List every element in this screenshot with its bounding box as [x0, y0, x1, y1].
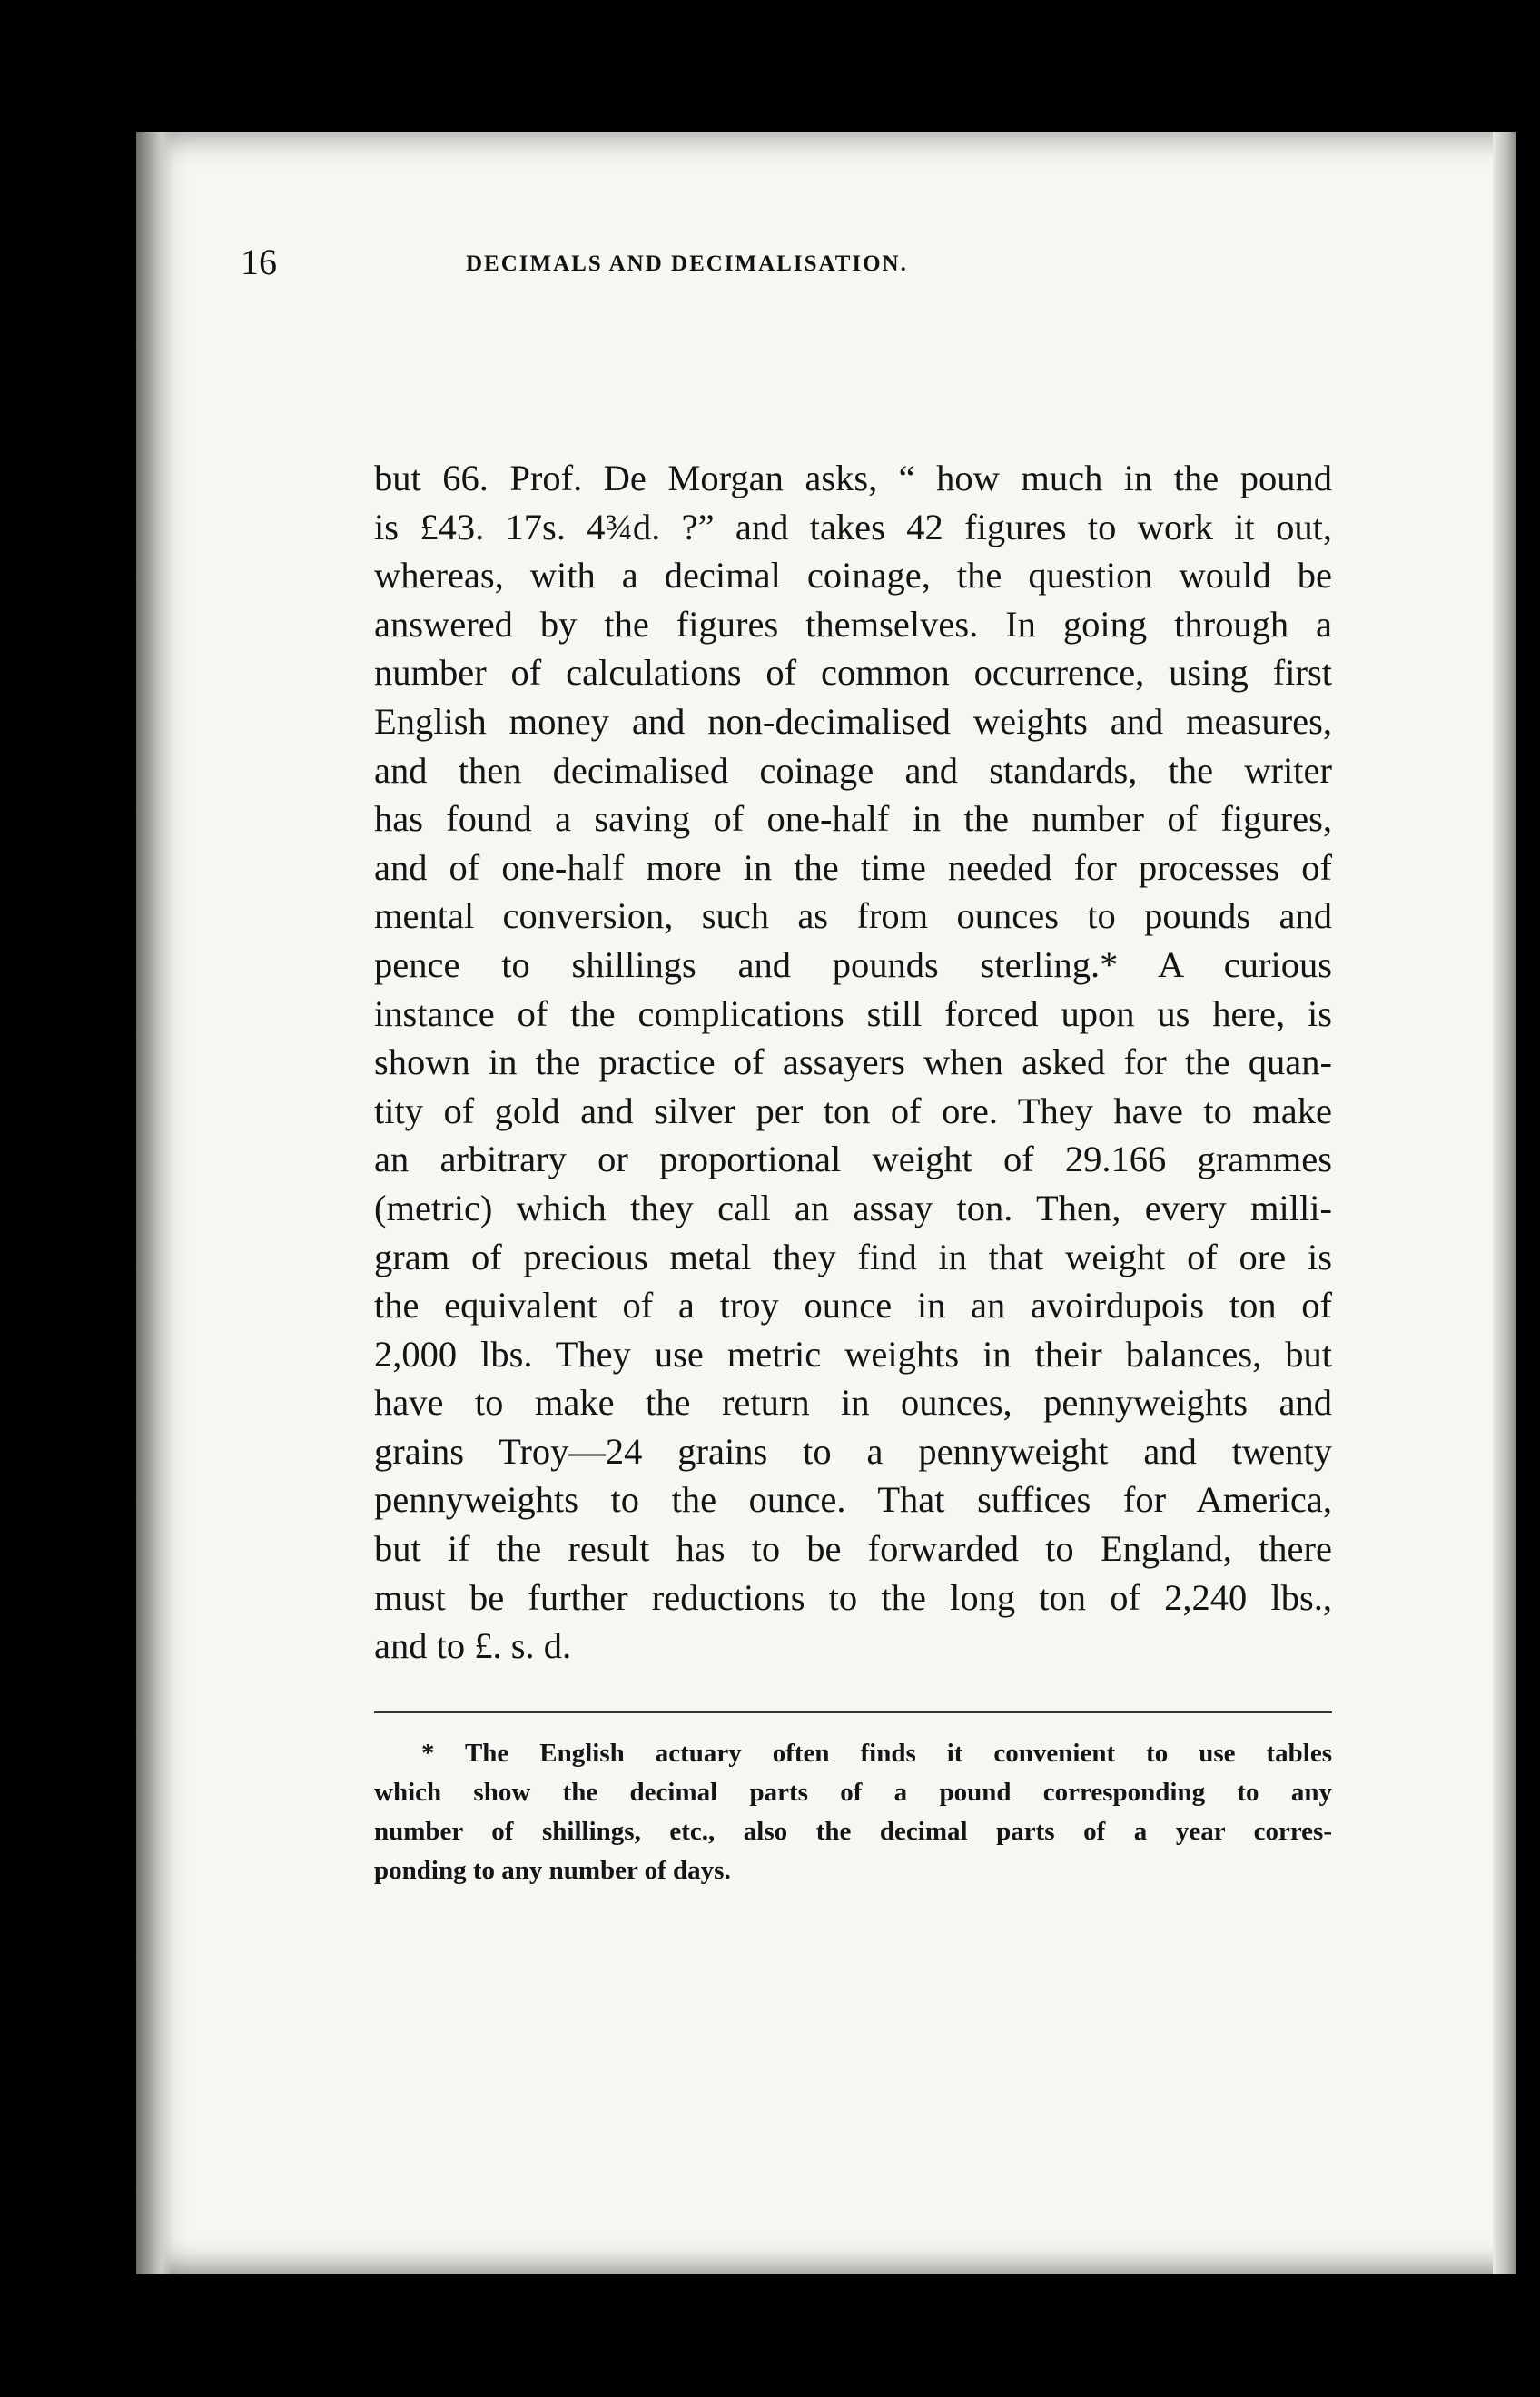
body-line: mental conversion, such as from ounces to pounds and — [374, 895, 1332, 937]
body-line: an arbitrary or proportional weight of 29.166 grammes — [374, 1139, 1332, 1180]
body-line: must be further reductions to the long ton of 2,240 lbs., — [374, 1576, 1332, 1618]
footnote-line: number of shillings, etc., also the decimal parts of a year corres- — [374, 1817, 1332, 1846]
gutter-shadow — [136, 132, 173, 2274]
body-line: and of one-half more in the time needed for processes of — [374, 846, 1332, 888]
body-line: tity of gold and silver per ton of ore. They have to make — [374, 1090, 1332, 1131]
body-text — [374, 454, 1332, 1671]
body-line: number of calculations of common occurrence, using first — [374, 652, 1332, 694]
page-number: 16 — [241, 242, 277, 282]
page-edge — [1493, 132, 1516, 2274]
footnote-line: * The English actuary often finds it convenient to use tables — [421, 1739, 1332, 1768]
body-line: whereas, with a decimal coinage, the question would be — [374, 555, 1332, 597]
body-line: but if the result has to be forwarded to England, there — [374, 1528, 1332, 1570]
body-line: instance of the complications still forced upon us here, is — [374, 992, 1332, 1034]
body-line: 2,000 lbs. They use metric weights in their balances, but — [374, 1333, 1332, 1375]
running-title: DECIMALS AND DECIMALISATION. — [466, 252, 908, 276]
body-line: grains Troy—24 grains to a pennyweight and twenty — [374, 1430, 1332, 1472]
footnote-line: which show the decimal parts of a pound corresponding to any — [374, 1778, 1332, 1807]
body-line: shown in the practice of assayers when asked for the quan- — [374, 1041, 1332, 1083]
body-line: pennyweights to the ounce. That suffices for America, — [374, 1479, 1332, 1521]
body-line: and to £. s. d. — [374, 1625, 572, 1667]
body-line: (metric) which they call an assay ton. Then, every milli- — [374, 1187, 1332, 1228]
body-line: and then decimalised coinage and standards, the writer — [374, 749, 1332, 791]
body-line: have to make the return in ounces, pennyweights and — [374, 1382, 1332, 1424]
body-line: but 66. Prof. De Morgan asks, “ how much in the pound — [374, 458, 1332, 498]
body-line: is £43. 17s. 4¾d. ?” and takes 42 figures to work it out, — [374, 506, 1332, 547]
footnote-rule — [374, 1711, 1332, 1713]
body-line: the equivalent of a troy ounce in an avoirdupois ton of — [374, 1285, 1332, 1327]
body-line: gram of precious metal they find in that weight of ore is — [374, 1236, 1332, 1277]
footnote-line: ponding to any number of days. — [374, 1856, 731, 1885]
body-line: pence to shillings and pounds sterling.* A curious — [374, 943, 1332, 985]
body-line: answered by the figures themselves. In going through a — [374, 603, 1332, 645]
body-line: has found a saving of one-half in the number of figures, — [374, 798, 1332, 840]
body-line: English money and non-decimalised weights and measures, — [374, 700, 1332, 742]
footnote — [374, 1734, 1332, 1890]
running-head — [241, 241, 1326, 295]
